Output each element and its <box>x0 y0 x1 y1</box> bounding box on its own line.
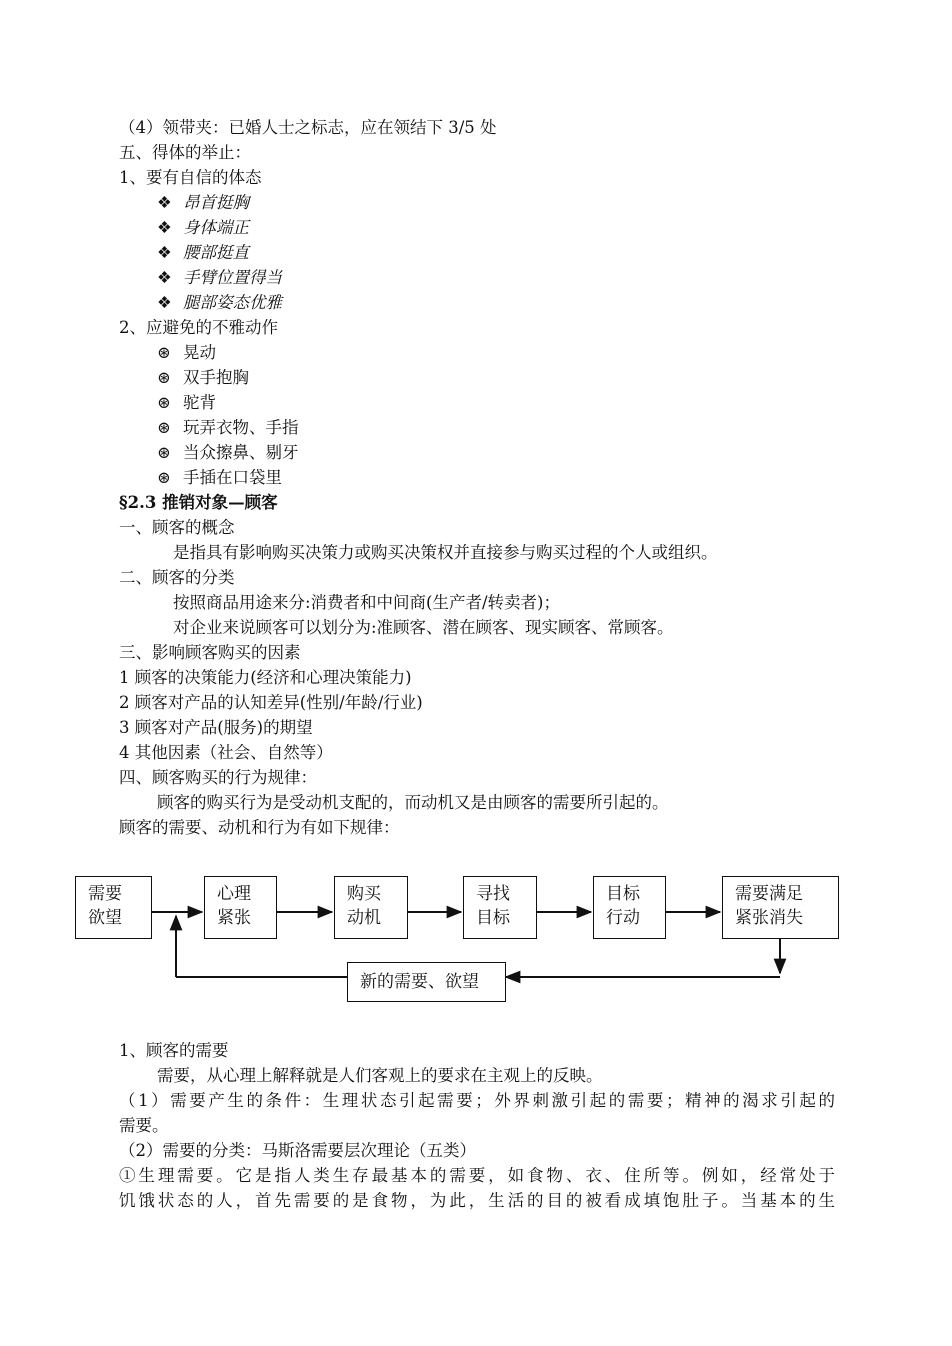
list-item: ⊛ 手插在口袋里 <box>157 465 282 490</box>
subheading: 2、应避免的不雅动作 <box>119 318 278 337</box>
flow-box-psych-tension: 心理 紧张 <box>204 876 277 939</box>
list-item: ⊛ 驼背 <box>157 390 216 415</box>
circle-bullet-icon: ⊛ <box>157 393 171 412</box>
text-line: 是指具有影响购买决策力或购买决策权并直接参与购买过程的个人或组织。 <box>173 543 718 562</box>
flow-box-seek-goal: 寻找 目标 <box>463 876 537 939</box>
subheading: 1、顾客的需要 <box>119 1041 229 1060</box>
list-item: ❖ 身体端正 <box>157 215 249 240</box>
text-line: 3 顾客对产品(服务)的期望 <box>119 718 313 737</box>
section-heading: 五、得体的举止： <box>119 143 251 162</box>
list-item: ⊛ 当众擦鼻、剔牙 <box>157 440 299 465</box>
circle-bullet-icon: ⊛ <box>157 468 171 487</box>
list-item: ❖ 腰部挺直 <box>157 240 249 265</box>
list-item: ❖ 昂首挺胸 <box>157 190 249 215</box>
circle-bullet-icon: ⊛ <box>157 443 171 462</box>
text-line: 顾客的需要、动机和行为有如下规律： <box>119 818 400 837</box>
text-line: 1 顾客的决策能力(经济和心理决策能力) <box>119 668 412 687</box>
section-heading: 二、顾客的分类 <box>119 568 235 587</box>
text-line: 2 顾客对产品的认知差异(性别/年龄/行业) <box>119 693 423 712</box>
text-line: ①生理需要。它是指人类生存最基本的需要，如食物、衣、住所等。例如，经常处于 <box>119 1166 835 1185</box>
text-line: （4）领带夹：已婚人士之标志，应在领结下 3/5 处 <box>119 118 497 137</box>
diamond-bullet-icon: ❖ <box>157 218 172 237</box>
diamond-bullet-icon: ❖ <box>157 193 172 212</box>
flow-box-goal-action: 目标 行动 <box>593 876 666 939</box>
list-item: ❖ 腿部姿态优雅 <box>157 290 282 315</box>
text-line: 需要，从心理上解释就是人们客观上的要求在主观上的反映。 <box>157 1066 603 1085</box>
text-line: 对企业来说顾客可以划分为:准顾客、潜在顾客、现实顾客、常顾客。 <box>173 618 674 637</box>
section-heading: 四、顾客购买的行为规律： <box>119 768 317 787</box>
text-line: （1）需要产生的条件：生理状态引起需要；外界刺激引起的需要；精神的渴求引起的 <box>119 1091 835 1110</box>
list-item: ❖ 手臂位置得当 <box>157 265 282 290</box>
section-heading: 三、影响顾客购买的因素 <box>119 643 301 662</box>
text-line: 需要。 <box>119 1116 169 1135</box>
text-line: 饥饿状态的人，首先需要的是食物，为此，生活的目的被看成填饱肚子。当基本的生 <box>119 1191 835 1210</box>
flow-box-purchase-motive: 购买 动机 <box>334 876 408 939</box>
circle-bullet-icon: ⊛ <box>157 343 171 362</box>
flow-box-need-satisfied: 需要满足 紧张消失 <box>722 876 839 939</box>
circle-bullet-icon: ⊛ <box>157 368 171 387</box>
list-item: ⊛ 晃动 <box>157 340 216 365</box>
text-line: 4 其他因素（社会、自然等） <box>119 743 333 762</box>
section-title: §2.3 推销对象—顾客 <box>119 493 278 512</box>
circle-bullet-icon: ⊛ <box>157 418 171 437</box>
list-item: ⊛ 双手抱胸 <box>157 365 249 390</box>
list-item: ⊛ 玩弄衣物、手指 <box>157 415 299 440</box>
diamond-bullet-icon: ❖ <box>157 243 172 262</box>
diamond-bullet-icon: ❖ <box>157 293 172 312</box>
diamond-bullet-icon: ❖ <box>157 268 172 287</box>
text-line: 顾客的购买行为是受动机支配的，而动机又是由顾客的需要所引起的。 <box>157 793 669 812</box>
text-line: （2）需要的分类：马斯洛需要层次理论（五类） <box>119 1141 476 1160</box>
subheading: 1、要有自信的体态 <box>119 168 262 187</box>
text-line: 按照商品用途来分:消费者和中间商(生产者/转卖者)； <box>173 593 560 612</box>
section-heading: 一、顾客的概念 <box>119 518 235 537</box>
flow-box-need-desire: 需要 欲望 <box>75 876 152 939</box>
flow-box-new-need: 新的需要、欲望 <box>347 962 506 1002</box>
